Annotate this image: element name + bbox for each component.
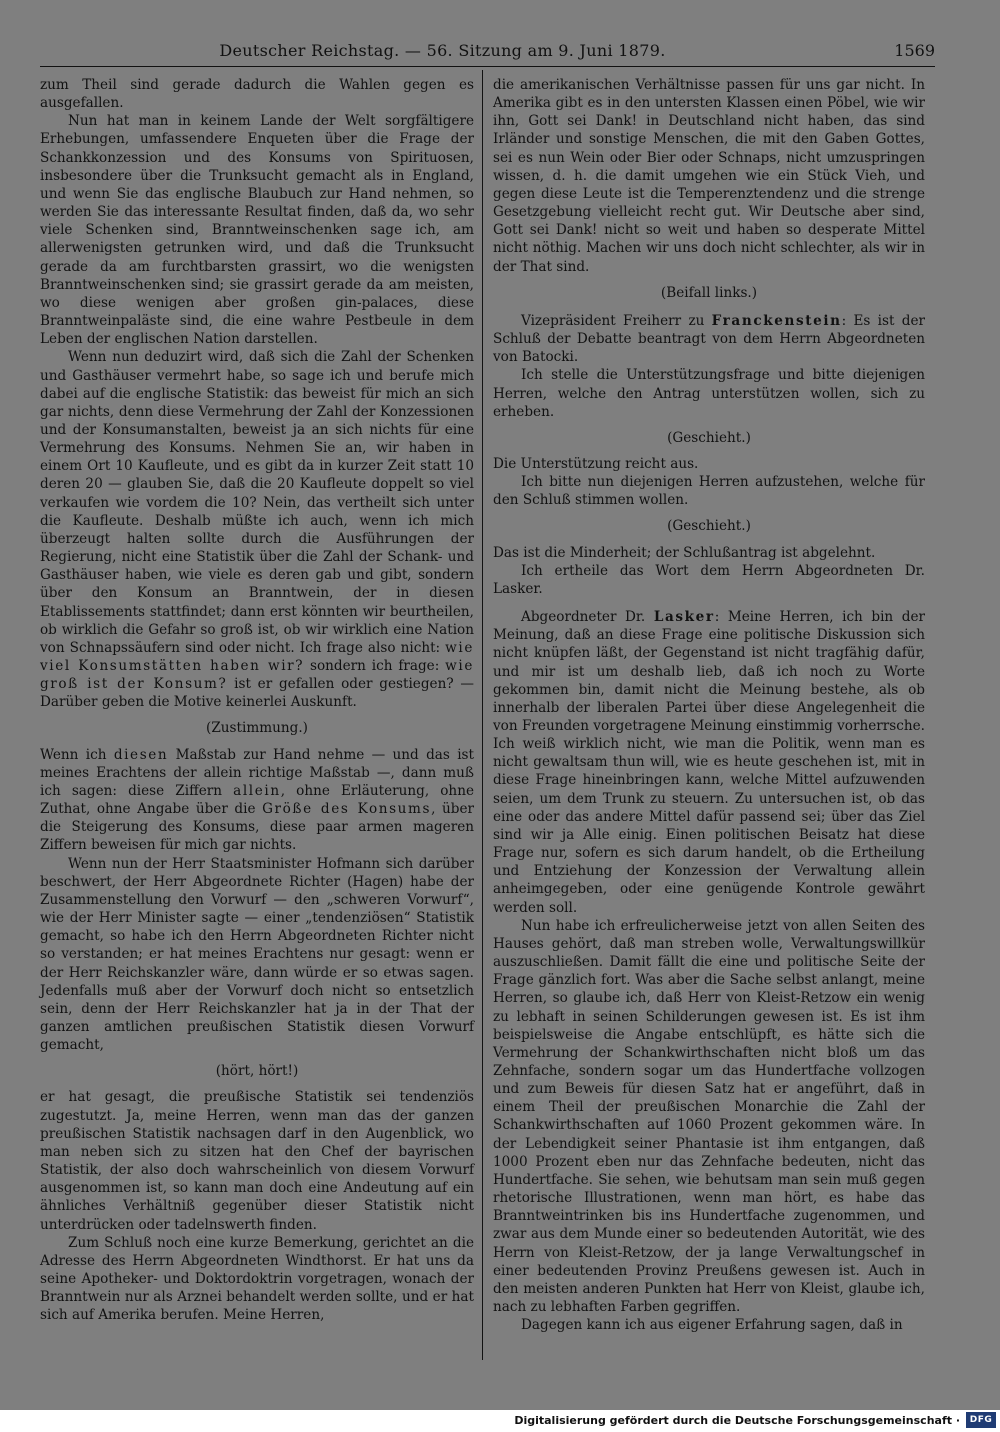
text-run: Maßstab zur Hand nehme — und das ist meines Erachtens der allein richtige Maßstab —, dann muß ich sagen: diese Ziffern [40, 746, 474, 799]
emphasized-text: diesen [113, 746, 169, 763]
paragraph: Ich ertheile das Wort dem Herrn Abgeordneten Dr. Lasker. [493, 562, 925, 597]
speaker-name: Lasker [653, 609, 715, 626]
emphasized-text: allein [233, 782, 281, 799]
paragraph: Zum Schluß noch eine kurze Bemerkung, gerichtet an die Adresse des Herrn Abgeordneten Windthorst. Er hat uns da seine Apotheker- und Doktordoktrin vorgetragen, wonach der Branntwein nur als Arznei behandelt werden sollte, und er hat sich auf Amerika berufen. Meine Herren, [40, 1234, 474, 1324]
text-run: sondern ich frage: [304, 658, 446, 674]
text-run: Wenn nun deduzirt wird, daß sich die Zahl der Schenken und Gasthäuser vermehrt habe, so sage ich und berufe mich dabei auf die englische Statistik: das beweist für mich an sich gar nichts, denn diese Vermehrung der Zahl der Konzessionen und der Konsumanstalten, beweist ja an sich nichts für eine Vermehrung des Konsums. Nehmen Sie an, wir haben in einem Ort 10 Kaufleute, und es gibt da in kurzer Zeit statt 10 deren 20 — glauben Sie, daß die 20 Kaufleute doppelt so viel verkaufen wie vordem die 10? Nein, das vertheilt sich unter die Kaufleute. Deshalb müßte ich auch, wenn ich mich überzeugt halten sollte durch die Ausführungen der Regierung, nicht eine Statistik über die Zahl der Schank- und Gasthäuser haben, wie viele es deren gab und gibt, sondern über den Konsum an Branntwein, der in diesen Etablissements stattfindet; dann erst könnten wir beurtheilen, ob wirklich die Gefahr so groß ist, ob wir wirklich eine Nation von Schnapssäufern sind oder nicht. Ich frage also nicht: [40, 349, 474, 656]
speaker-name: Franckenstein [711, 312, 842, 329]
column-divider [482, 70, 483, 1360]
speaker-paragraph [493, 608, 925, 917]
text-run: : Es ist der Schluß der Debatte beantragt von dem Herrn Abgeordneten von Batocki. [493, 312, 925, 366]
paragraph: Wenn nun der Herr Staatsminister Hofmann sich darüber beschwert, der Herr Abgeordnete Richter (Hagen) habe der Zusammenstellung den Vorwurf — den „schweren Vorwurf“, wie der Herr Minister sagte — einer „tendenziösen“ Statistik gemacht, so habe ich den Herrn Abgeordneten Richter nicht so verstanden; er hat meines Erachtens nur gesagt: wenn er der Herr Reichskanzler wäre, dann würde er so etwas sagen. Jedenfalls muß aber der Vorwurf doch nicht so entsetzlich sein, denn der Herr Reichskanzler hat ja in der That der ganzen amtlichen preußischen Statistik diesen Vorwurf gemacht, [40, 855, 474, 1054]
interjection: (Beifall links.) [660, 284, 758, 301]
paragraph: Ich stelle die Unterstützungsfrage und bitte diejenigen Herren, welche den Antrag unterstützen wollen, sich zu erheben. [493, 367, 925, 420]
paragraph: zum Theil sind gerade dadurch die Wahlen gegen es ausgefallen. [40, 77, 474, 112]
paragraph [40, 348, 474, 711]
interjection: (Zustimmung.) [206, 720, 308, 737]
interjection: (Geschieht.) [667, 518, 751, 535]
paragraph: Die Unterstützung reicht aus. [493, 455, 699, 472]
emphasized-text: wie groß ist der Konsum? [40, 658, 474, 693]
page-number: 1569 [894, 41, 935, 60]
text-run: Wenn ich [40, 746, 114, 763]
interjection: (Geschieht.) [667, 429, 751, 446]
funding-credit: Digitalisierung gefördert durch die Deutsche Forschungsgemeinschaft · [514, 1414, 960, 1427]
speaker-paragraph [493, 312, 925, 366]
emphasized-text: Größe des Konsums [262, 801, 432, 818]
running-title: Deutscher Reichstag. — 56. Sitzung am 9. Juni 1879. [219, 41, 666, 60]
text-run: : Meine Herren, ich bin der Meinung, daß an diese Frage eine politische Diskussion sich nicht knüpfen läßt, der Gegenstand ist nicht tragfähig dafür, und mir ist um deshalb lieb, daß ich noch zu Worte gekommen bin, damit nicht die Meinung bestehe, als ob innerhalb der liberalen Partei über diese Angelegenheit die von Freunden vorgetragene Meinung einstimmig vorherrsche. Ich weiß wirklich nicht, wie man die Politik, wenn man es nicht gewaltsam thun will, wie es heute geschehen ist, mit in diese Frage hineinbringen kann, welche Mittel aufzuwenden seien, um dem Trunk zu steuern. Zu untersuchen ist, ob das eine oder das andere Mittel dafür passend sei; über das Ziel sind wir ja Alle einig. Einen politischen Beisatz hat diese Frage nur, sofern es sich darum handelt, ob die Ertheilung und Entziehung der Konzession der Verwaltung allein anheimgegeben, oder eine genügende Kontrole gewährt werden soll. [493, 609, 926, 916]
text-run: , über die Steigerung des Konsums, diese paar armen mageren Ziffern beweisen für mich gar nichts. [40, 801, 474, 854]
page-header [40, 40, 935, 62]
speaker-title: Vizepräsident Freiherr zu [521, 312, 712, 329]
paragraph [40, 746, 474, 855]
paragraph: Nun hat man in keinem Lande der Welt sorgfältigere Erhebungen, umfassendere Enqueten über die Frage der Schankkonzession und des Konsums von Spirituosen, insbesondere über die Trunksucht gemacht als in England, und wenn Sie das englische Blaubuch zur Hand nehmen, so werden Sie das interessante Resultat finden, daß da, wo sehr viele Schenken sind, Branntweinschenken sage ich, am allerwenigsten getrunken wird, und daß die Trunksucht gerade da am furchtbarsten grassirt, wo die wenigsten Branntweinschenken sind; sie grassirt gerade da am meisten, wo diese wenigen aber großen gin-palaces, diese Branntweinpaläste sind, die eine wahre Pestbeule in dem Leben der englischen Nation darstellen. [40, 113, 474, 348]
paragraph: Dagegen kann ich aus eigener Erfahrung sagen, daß in [521, 1317, 903, 1334]
right-column [493, 76, 925, 1334]
dfg-logo: DFG [966, 1412, 996, 1428]
paragraph: er hat gesagt, die preußische Statistik sei tendenziös zugestutzt. Ja, meine Herren, wenn man das der ganzen preußischen Statistik nachsagen darf in den Augenblick, wo man neben sich zu sitzen hat den Chef der bayrischen Statistik, der also doch wahrscheinlich von diesem Vorwurf ausgenommen ist, so kann man doch eine Andeutung auf ein ähnliches Verhältniß gegenüber dieser Statistik nicht unterdrücken oder tadelnswerth finden. [40, 1089, 474, 1233]
paragraph: Das ist die Minderheit; der Schlußantrag ist abgelehnt. [493, 544, 876, 561]
interjection: (hört, hört!) [215, 1063, 299, 1080]
paragraph: die amerikanischen Verhältnisse passen für uns gar nicht. In Amerika gibt es in den untersten Klassen einen Pöbel, wie wir ihn, Gott sei Dank! in Deutschland nicht haben, das sind Irländer und sonstige Menschen, die mit den Gaben Gottes, sei es nun Wein oder Bier oder Schnaps, nicht umzuspringen wissen, d. h. die damit umgehen wie ein Stück Vieh, und gegen diese Leute ist die Temperenztendenz und die strenge Gesetzgebung vielleicht recht gut. Wir Deutsche aber sind, Gott sei Dank! nicht so weit und haben so desperate Mittel nicht nöthig. Machen wir uns doch nicht schlechter, als wir in der That sind. [493, 77, 925, 275]
header-rule [40, 66, 935, 67]
paragraph: Nun habe ich erfreulicherweise jetzt von allen Seiten des Hauses gehört, daß man streben wolle, Verwaltungswillkür auszuschließen. Damit fällt die eine und politische Seite der Frage gänzlich fort. Was aber die Sache selbst anlangt, meine Herren, so glaube ich, daß Herr von Kleist-Retzow ein wenig zu lebhaft in seinen Schilderungen gewesen ist. Es ist ihm beispielsweise die Angabe entschlüpft, es hätte sich die Vermehrung der Schankwirthschaften nicht bloß um das Zehnfache, sondern sogar um das Hundertfache vollzogen und zum Beweis für diesen Satz hat er angeführt, daß in einem Theil der preußischen Monarchie die Zahl der Schankwirthschaften auf 1060 Prozent gekommen wäre. In der Lebendigkeit seiner Phantasie ist ihm entgangen, daß 1000 Prozent eben nur das Zehnfache bedeuten, nicht das Hundertfache. Sie sehen, wie behutsam man sein muß gegen rhetorische Illustrationen, wenn man hört, es habe das Branntweintrinken bis ins Hundertfache zugenommen, und zwar aus dem Munde einer so bedeutenden Autorität, wie des Herrn von Kleist-Retzow, der ja lange Verwaltungschef in einer bedeutenden Provinz Preußens gewesen ist. Auch in den meisten anderen Punkten hat Herr von Kleist, glaube ich, nach zu lebhaften Farben gegriffen. [493, 917, 925, 1315]
emphasized-text: wie viel Konsumstätten haben wir? [40, 639, 474, 674]
paragraph: Ich bitte nun diejenigen Herren aufzustehen, welche für den Schluß stimmen wollen. [493, 474, 925, 509]
text-run: ist er gefallen oder gestiegen? — Darüber geben die Motive keinerlei Auskunft. [40, 676, 474, 711]
left-column [40, 76, 474, 1324]
footer-bar [0, 1410, 1000, 1432]
speaker-title: Abgeordneter Dr. [521, 609, 654, 626]
text-run: , ohne Erläuterung, ohne Zuthat, ohne Angabe über die [40, 782, 474, 818]
